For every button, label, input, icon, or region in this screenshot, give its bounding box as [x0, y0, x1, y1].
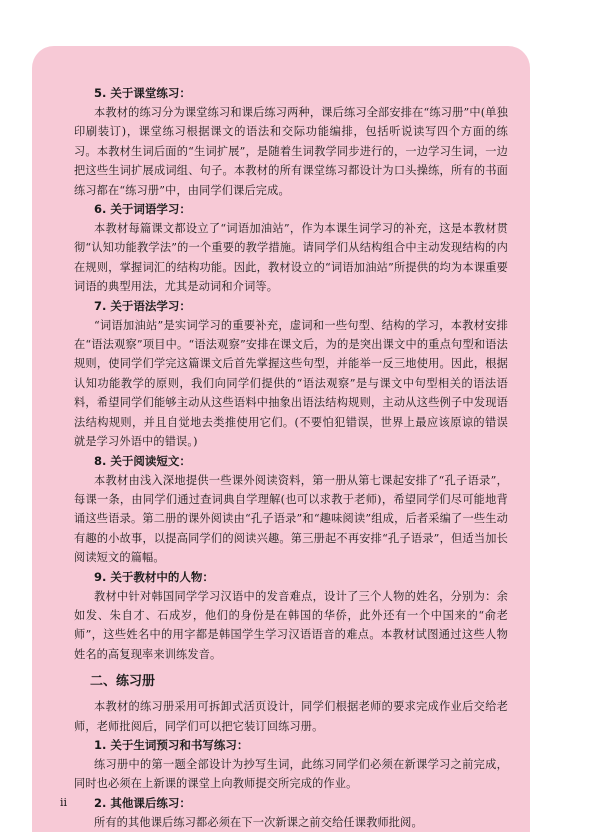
- heading-workbook: 二、练习册: [90, 674, 156, 690]
- paragraph-characters: 教材中针对韩国同学学习汉语中的发音难点，设计了三个人物的姓名，分别为：余如发、朱自才、石成岁，他们的身份是在韩国的华侨，此外还有一个中国来的“俞老师”，这些姓名中的用字都是韩国学生学习汉语语音的难点。本教材试图通过这些人物姓名的高复现率来训练发音。: [74, 589, 508, 661]
- paragraph-reading-passages: 本教材由浅入深地提供一些课外阅读资料，第一册从第七课起安排了“孔子语录”，每课一条，由同学们通过查词典自学理解(也可以求教于老师)，希望同学们尽可能地背诵这些语录。第二册的课外阅读由“孔子语录”和“趣味阅读”组成，后者采编了一些生动有趣的小故事，以提高同学们的阅读兴趣。第三册起不再安排“孔子语录”，但适当加长阅读短文的篇幅。: [74, 473, 508, 565]
- paragraph-grammar-learning: “词语加油站”是实词学习的重要补充，虚词和一些句型、结构的学习，本教材安排在“语法观察”项目中。“语法观察”安排在课文后，为的是突出课文中的重点句型和语法规则，使同学们学完这篇课文后首先掌握这些句型，并能举一反三地使用。因此，根据认知功能教学的原则，我们向同学们提供的“语法观察”是与课文中句型相关的语法语料，希望同学们能够主动从这些语料中抽象出语法结构规则，主动从这些例子中发现语法结构规则，并且自觉地去类推使用它们。(不要怕犯错误，世界上最应该原谅的错误就是学习外语中的错误。): [74, 318, 508, 449]
- heading-other-homework: 2. 其他课后练习：: [94, 795, 191, 810]
- paragraph-workbook: 本教材的练习册采用可拆卸式活页设计，同学们根据老师的要求完成作业后交给老师，老师批阅后，同学们可以把它装订回练习册。: [74, 700, 508, 733]
- heading-vocab-preview: 1. 关于生词预习和书写练习：: [94, 737, 249, 752]
- paragraph-other-homework: 所有的其他课后练习都必须在下一次新课之前交给任课教师批阅。: [94, 815, 423, 829]
- heading-vocabulary-learning: 6. 关于词语学习：: [94, 202, 191, 217]
- paragraph-vocabulary-learning: 本教材每篇课文都设立了“词语加油站”，作为本课生词学习的补充，这是本教材贯彻“认知功能教学法”的一个重要的教学措施。请同学们从结构组合中主动发现结构的内在规则，掌握词汇的结构功能。因此，教材设立的“词语加油站”所提供的均为本课重要词语的典型用法，尤其是动词和介词等。: [74, 222, 508, 294]
- heading-classroom-exercises: 5. 关于课堂练习：: [94, 86, 191, 100]
- page-number: ii: [60, 796, 68, 809]
- heading-characters: 9. 关于教材中的人物：: [94, 569, 214, 584]
- paragraph-vocab-preview: 练习册中的第一题全部设计为抄写生词，此练习同学们必须在新课学习之前完成，同时也必须在上新课的课堂上向教师提交所完成的作业。: [74, 757, 508, 791]
- paragraph-classroom-exercises: 本教材的练习分为课堂练习和课后练习两种，课后练习全部安排在“练习册”中(单独印刷装订)，课堂练习根据课文的语法和交际功能编排，包括听说读写四个方面的练习。本教材生词后面的“生词扩展”，是随着生词教学同步进行的，一边学习生词，一边把这些生词扩展成词组、句子。本教材的所有课堂练习都设计为口头操练，所有的书面练习都在“练习册”中，由同学们课后完成。: [74, 106, 508, 197]
- heading-reading-passages: 8. 关于阅读短文：: [94, 453, 191, 468]
- page-content: [74, 84, 508, 832]
- heading-grammar-learning: 7. 关于语法学习：: [94, 298, 191, 313]
